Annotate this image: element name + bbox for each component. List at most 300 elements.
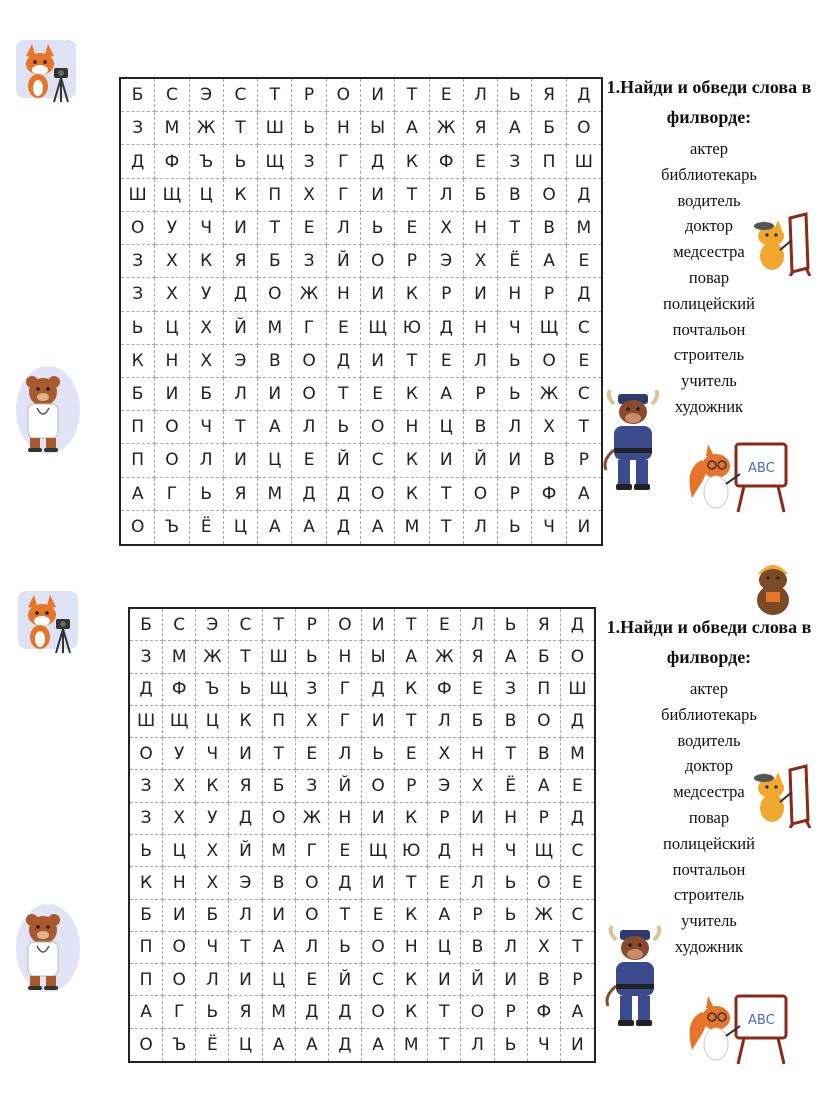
grid-cell[interactable]: П: [528, 674, 561, 706]
grid-cell[interactable]: У: [190, 278, 224, 311]
grid-cell[interactable]: З: [292, 245, 326, 278]
grid-cell[interactable]: Ь: [224, 145, 258, 178]
grid-cell[interactable]: О: [263, 803, 296, 835]
grid-cell[interactable]: И: [229, 738, 262, 770]
grid-cell[interactable]: Ц: [155, 312, 189, 345]
grid-cell[interactable]: Х: [532, 411, 566, 444]
grid-cell[interactable]: Ч: [196, 738, 229, 770]
grid-cell[interactable]: П: [121, 411, 155, 444]
grid-cell[interactable]: О: [327, 79, 361, 112]
grid-cell[interactable]: Ь: [292, 112, 326, 145]
grid-cell[interactable]: И: [224, 212, 258, 245]
grid-cell[interactable]: Й: [461, 964, 494, 996]
grid-cell[interactable]: Ь: [362, 738, 395, 770]
grid-cell[interactable]: Л: [498, 411, 532, 444]
grid-cell[interactable]: О: [130, 1029, 163, 1061]
grid-cell[interactable]: Г: [329, 706, 362, 738]
grid-cell[interactable]: Г: [292, 312, 326, 345]
grid-cell[interactable]: Ц: [224, 511, 258, 544]
grid-cell[interactable]: С: [224, 79, 258, 112]
grid-cell[interactable]: Г: [163, 996, 196, 1028]
grid-cell[interactable]: О: [532, 179, 566, 212]
grid-cell[interactable]: С: [567, 312, 601, 345]
grid-cell[interactable]: Е: [430, 345, 464, 378]
grid-cell[interactable]: Н: [327, 112, 361, 145]
grid-cell[interactable]: Р: [296, 609, 329, 641]
grid-cell[interactable]: Д: [130, 674, 163, 706]
grid-cell[interactable]: Н: [327, 278, 361, 311]
grid-cell[interactable]: А: [263, 1029, 296, 1061]
grid-cell[interactable]: Щ: [532, 312, 566, 345]
grid-cell[interactable]: Б: [461, 706, 494, 738]
grid-cell[interactable]: Д: [292, 478, 326, 511]
grid-cell[interactable]: О: [532, 345, 566, 378]
grid-cell[interactable]: А: [495, 641, 528, 673]
grid-cell[interactable]: Л: [327, 212, 361, 245]
grid-cell[interactable]: Р: [464, 378, 498, 411]
grid-cell[interactable]: П: [532, 145, 566, 178]
grid-cell[interactable]: Ш: [561, 674, 594, 706]
grid-cell[interactable]: Т: [498, 212, 532, 245]
grid-cell[interactable]: Н: [461, 835, 494, 867]
grid-cell[interactable]: Л: [464, 511, 498, 544]
grid-cell[interactable]: Л: [428, 706, 461, 738]
grid-cell[interactable]: О: [130, 738, 163, 770]
grid-cell[interactable]: О: [362, 770, 395, 802]
grid-cell[interactable]: Л: [464, 79, 498, 112]
grid-cell[interactable]: Д: [296, 996, 329, 1028]
grid-cell[interactable]: Ь: [498, 79, 532, 112]
grid-cell[interactable]: Л: [461, 609, 494, 641]
grid-cell[interactable]: И: [577, 517, 591, 538]
grid-cell[interactable]: М: [263, 835, 296, 867]
grid-cell[interactable]: Е: [292, 212, 326, 245]
grid-cell[interactable]: Д: [561, 803, 594, 835]
grid-cell[interactable]: Я: [528, 609, 561, 641]
grid-cell[interactable]: О: [361, 411, 395, 444]
grid-cell[interactable]: Ь: [495, 867, 528, 899]
grid-cell[interactable]: О: [155, 444, 189, 477]
grid-cell[interactable]: Х: [430, 212, 464, 245]
grid-cell[interactable]: Н: [395, 932, 428, 964]
grid-cell[interactable]: З: [121, 278, 155, 311]
grid-cell[interactable]: Ц: [258, 444, 292, 477]
grid-cell[interactable]: Х: [163, 770, 196, 802]
grid-cell[interactable]: О: [528, 867, 561, 899]
grid-cell[interactable]: Д: [229, 803, 262, 835]
grid-cell[interactable]: Д: [362, 674, 395, 706]
grid-cell[interactable]: Р: [395, 770, 428, 802]
grid-cell[interactable]: Ь: [130, 835, 163, 867]
grid-cell[interactable]: М: [561, 738, 594, 770]
grid-cell[interactable]: И: [430, 444, 464, 477]
grid-cell[interactable]: Ь: [190, 478, 224, 511]
grid-cell[interactable]: Б: [258, 245, 292, 278]
grid-cell[interactable]: Е: [567, 245, 601, 278]
grid-cell[interactable]: Щ: [163, 706, 196, 738]
grid-cell[interactable]: Х: [428, 738, 461, 770]
grid-cell[interactable]: Г: [329, 674, 362, 706]
grid-cell[interactable]: Б: [130, 900, 163, 932]
grid-cell[interactable]: С: [362, 964, 395, 996]
grid-cell[interactable]: И: [155, 378, 189, 411]
grid-cell[interactable]: Щ: [528, 835, 561, 867]
grid-cell[interactable]: Д: [329, 1029, 362, 1061]
grid-cell[interactable]: Э: [428, 770, 461, 802]
grid-cell[interactable]: К: [395, 145, 429, 178]
grid-cell[interactable]: Э: [229, 867, 262, 899]
grid-cell[interactable]: Ф: [428, 674, 461, 706]
grid-cell[interactable]: Е: [561, 770, 594, 802]
grid-cell[interactable]: Г: [155, 478, 189, 511]
grid-cell[interactable]: Ч: [196, 932, 229, 964]
grid-cell[interactable]: Б: [532, 112, 566, 145]
grid-cell[interactable]: С: [561, 900, 594, 932]
grid-cell[interactable]: Ь: [495, 900, 528, 932]
grid-cell[interactable]: Н: [155, 345, 189, 378]
grid-cell[interactable]: Р: [292, 79, 326, 112]
grid-cell[interactable]: Х: [292, 179, 326, 212]
grid-cell[interactable]: С: [229, 609, 262, 641]
grid-cell[interactable]: З: [121, 245, 155, 278]
grid-cell[interactable]: М: [258, 478, 292, 511]
grid-cell[interactable]: И: [163, 900, 196, 932]
grid-cell[interactable]: Т: [395, 706, 428, 738]
grid-cell[interactable]: Б: [130, 609, 163, 641]
grid-cell[interactable]: Р: [461, 900, 494, 932]
grid-cell[interactable]: Ц: [196, 706, 229, 738]
grid-cell[interactable]: Т: [430, 511, 464, 544]
grid-cell[interactable]: Х: [155, 278, 189, 311]
grid-cell[interactable]: Г: [327, 145, 361, 178]
grid-cell[interactable]: В: [258, 345, 292, 378]
grid-cell[interactable]: Т: [428, 1029, 461, 1061]
grid-cell[interactable]: Б: [190, 378, 224, 411]
grid-cell[interactable]: Щ: [263, 674, 296, 706]
grid-cell[interactable]: О: [464, 478, 498, 511]
grid-cell[interactable]: Ь: [329, 932, 362, 964]
grid-cell[interactable]: Б: [121, 378, 155, 411]
grid-cell[interactable]: Х: [190, 345, 224, 378]
grid-cell[interactable]: С: [567, 378, 601, 411]
grid-cell[interactable]: Я: [461, 641, 494, 673]
grid-cell[interactable]: Х: [163, 803, 196, 835]
grid-cell[interactable]: Д: [430, 312, 464, 345]
grid-cell[interactable]: И: [428, 964, 461, 996]
grid-cell[interactable]: К: [395, 900, 428, 932]
grid-cell[interactable]: Ь: [495, 609, 528, 641]
grid-cell[interactable]: К: [395, 478, 429, 511]
grid-cell[interactable]: Р: [428, 803, 461, 835]
grid-cell[interactable]: А: [498, 112, 532, 145]
grid-cell[interactable]: Ы: [361, 112, 395, 145]
grid-cell[interactable]: Ш: [121, 179, 155, 212]
grid-cell[interactable]: Я: [532, 79, 566, 112]
grid-cell[interactable]: Т: [327, 378, 361, 411]
grid-cell[interactable]: Ц: [428, 932, 461, 964]
grid-cell[interactable]: Д: [567, 278, 601, 311]
grid-cell[interactable]: Х: [464, 245, 498, 278]
grid-cell[interactable]: К: [395, 803, 428, 835]
grid-cell[interactable]: Ё: [190, 511, 224, 544]
grid-cell[interactable]: А: [395, 112, 429, 145]
grid-cell[interactable]: Е: [461, 674, 494, 706]
grid-cell[interactable]: Д: [561, 609, 594, 641]
grid-cell[interactable]: М: [163, 641, 196, 673]
grid-cell[interactable]: Н: [464, 312, 498, 345]
grid-cell[interactable]: А: [263, 932, 296, 964]
grid-cell[interactable]: Э: [190, 79, 224, 112]
grid-cell[interactable]: Ч: [190, 411, 224, 444]
grid-cell[interactable]: Д: [561, 706, 594, 738]
grid-cell[interactable]: З: [495, 674, 528, 706]
grid-cell[interactable]: Т: [428, 996, 461, 1028]
grid-cell[interactable]: И: [362, 706, 395, 738]
grid-cell[interactable]: Ш: [263, 641, 296, 673]
grid-cell[interactable]: Ч: [528, 1029, 561, 1061]
grid-cell[interactable]: Щ: [155, 179, 189, 212]
grid-cell[interactable]: И: [361, 179, 395, 212]
grid-cell[interactable]: О: [163, 932, 196, 964]
grid-cell[interactable]: Э: [196, 609, 229, 641]
grid-cell[interactable]: Н: [461, 738, 494, 770]
grid-cell[interactable]: Щ: [362, 835, 395, 867]
grid-cell[interactable]: С: [561, 835, 594, 867]
grid-cell[interactable]: Ь: [498, 511, 532, 544]
grid-cell[interactable]: Ь: [498, 378, 532, 411]
grid-cell[interactable]: О: [296, 867, 329, 899]
grid-cell[interactable]: С: [361, 444, 395, 477]
grid-cell[interactable]: Ж: [296, 803, 329, 835]
grid-cell[interactable]: Т: [395, 179, 429, 212]
grid-cell[interactable]: К: [395, 674, 428, 706]
grid-cell[interactable]: Б: [196, 900, 229, 932]
grid-cell[interactable]: Ч: [532, 511, 566, 544]
grid-cell[interactable]: Н: [163, 867, 196, 899]
grid-cell[interactable]: Б: [121, 79, 155, 112]
grid-cell[interactable]: Л: [461, 867, 494, 899]
grid-cell[interactable]: Ш: [567, 145, 601, 178]
grid-cell[interactable]: Т: [229, 932, 262, 964]
grid-cell[interactable]: С: [155, 79, 189, 112]
grid-cell[interactable]: Щ: [361, 312, 395, 345]
grid-cell[interactable]: Т: [229, 641, 262, 673]
grid-cell[interactable]: З: [292, 145, 326, 178]
grid-cell[interactable]: У: [155, 212, 189, 245]
grid-cell[interactable]: Ж: [528, 900, 561, 932]
grid-cell[interactable]: П: [263, 706, 296, 738]
grid-cell[interactable]: Е: [361, 378, 395, 411]
grid-cell[interactable]: Т: [224, 112, 258, 145]
grid-cell[interactable]: В: [532, 212, 566, 245]
grid-cell[interactable]: Д: [428, 835, 461, 867]
grid-cell[interactable]: З: [130, 803, 163, 835]
grid-cell[interactable]: Т: [561, 932, 594, 964]
grid-cell[interactable]: З: [121, 112, 155, 145]
grid-cell[interactable]: Я: [464, 112, 498, 145]
grid-cell[interactable]: Т: [263, 738, 296, 770]
grid-cell[interactable]: М: [567, 212, 601, 245]
grid-cell[interactable]: А: [258, 511, 292, 544]
grid-cell[interactable]: Ч: [495, 835, 528, 867]
grid-cell[interactable]: Е: [395, 738, 428, 770]
grid-cell[interactable]: О: [461, 996, 494, 1028]
grid-cell[interactable]: К: [395, 996, 428, 1028]
grid-cell[interactable]: Л: [229, 900, 262, 932]
grid-cell[interactable]: М: [395, 511, 429, 544]
grid-cell[interactable]: К: [190, 245, 224, 278]
grid-cell[interactable]: Д: [327, 511, 361, 544]
grid-cell[interactable]: Т: [567, 411, 601, 444]
grid-cell[interactable]: И: [362, 803, 395, 835]
grid-cell[interactable]: З: [498, 145, 532, 178]
grid-cell[interactable]: С: [163, 609, 196, 641]
grid-cell[interactable]: О: [155, 411, 189, 444]
grid-cell[interactable]: А: [292, 511, 326, 544]
grid-cell[interactable]: Е: [561, 867, 594, 899]
grid-cell[interactable]: Ю: [395, 312, 429, 345]
grid-cell[interactable]: И: [263, 900, 296, 932]
grid-cell[interactable]: А: [130, 996, 163, 1028]
grid-cell[interactable]: И: [224, 444, 258, 477]
grid-cell[interactable]: Д: [327, 345, 361, 378]
grid-cell[interactable]: Х: [296, 706, 329, 738]
grid-cell[interactable]: Д: [329, 867, 362, 899]
grid-cell[interactable]: Ж: [190, 112, 224, 145]
grid-cell[interactable]: О: [361, 245, 395, 278]
grid-cell[interactable]: Р: [430, 278, 464, 311]
grid-cell[interactable]: Д: [327, 478, 361, 511]
grid-cell[interactable]: Й: [327, 444, 361, 477]
grid-cell[interactable]: Р: [495, 996, 528, 1028]
grid-cell[interactable]: А: [430, 378, 464, 411]
grid-cell[interactable]: Я: [224, 478, 258, 511]
grid-cell[interactable]: И: [461, 803, 494, 835]
grid-cell[interactable]: А: [361, 511, 395, 544]
grid-cell[interactable]: Х: [155, 245, 189, 278]
grid-cell[interactable]: О: [361, 478, 395, 511]
grid-cell[interactable]: И: [361, 79, 395, 112]
grid-cell[interactable]: О: [292, 378, 326, 411]
grid-cell[interactable]: З: [296, 674, 329, 706]
grid-cell[interactable]: Х: [528, 932, 561, 964]
grid-cell[interactable]: Л: [464, 345, 498, 378]
grid-cell[interactable]: О: [528, 706, 561, 738]
grid-cell[interactable]: И: [362, 609, 395, 641]
grid-cell[interactable]: Т: [258, 212, 292, 245]
grid-cell[interactable]: Т: [263, 609, 296, 641]
grid-cell[interactable]: О: [296, 900, 329, 932]
grid-cell[interactable]: К: [395, 964, 428, 996]
grid-cell[interactable]: Ц: [430, 411, 464, 444]
grid-cell[interactable]: Е: [292, 444, 326, 477]
grid-cell[interactable]: Й: [464, 444, 498, 477]
grid-cell[interactable]: Д: [329, 996, 362, 1028]
grid-cell[interactable]: А: [121, 478, 155, 511]
grid-cell[interactable]: Н: [329, 803, 362, 835]
grid-cell[interactable]: Т: [329, 900, 362, 932]
grid-cell[interactable]: Й: [224, 312, 258, 345]
grid-cell[interactable]: Ц: [229, 1029, 262, 1061]
grid-cell[interactable]: Д: [361, 145, 395, 178]
grid-cell[interactable]: В: [263, 867, 296, 899]
grid-cell[interactable]: Э: [224, 345, 258, 378]
grid-cell[interactable]: Н: [495, 803, 528, 835]
grid-cell[interactable]: Т: [395, 345, 429, 378]
grid-cell[interactable]: З: [130, 641, 163, 673]
grid-cell[interactable]: В: [498, 179, 532, 212]
grid-cell[interactable]: О: [561, 641, 594, 673]
grid-cell[interactable]: Е: [362, 900, 395, 932]
grid-cell[interactable]: Й: [329, 964, 362, 996]
grid-cell[interactable]: К: [395, 278, 429, 311]
grid-cell[interactable]: Ъ: [163, 1029, 196, 1061]
grid-cell[interactable]: Л: [196, 964, 229, 996]
grid-cell[interactable]: А: [362, 1029, 395, 1061]
grid-cell[interactable]: В: [532, 444, 566, 477]
grid-cell[interactable]: Р: [395, 245, 429, 278]
grid-cell[interactable]: Р: [498, 478, 532, 511]
grid-cell[interactable]: А: [395, 641, 428, 673]
grid-cell[interactable]: Г: [327, 179, 361, 212]
grid-cell[interactable]: Р: [561, 964, 594, 996]
grid-cell[interactable]: В: [528, 964, 561, 996]
grid-cell[interactable]: Н: [464, 212, 498, 245]
grid-cell[interactable]: А: [258, 411, 292, 444]
grid-cell[interactable]: Ч: [498, 312, 532, 345]
grid-cell[interactable]: Ф: [430, 145, 464, 178]
grid-cell[interactable]: Л: [329, 738, 362, 770]
grid-cell[interactable]: Р: [528, 803, 561, 835]
grid-cell[interactable]: Ц: [190, 179, 224, 212]
grid-cell[interactable]: Я: [229, 996, 262, 1028]
grid-cell[interactable]: И: [362, 867, 395, 899]
grid-cell[interactable]: О: [329, 609, 362, 641]
grid-cell[interactable]: Л: [296, 932, 329, 964]
grid-cell[interactable]: И: [229, 964, 262, 996]
grid-cell[interactable]: К: [224, 179, 258, 212]
grid-cell[interactable]: Ь: [229, 674, 262, 706]
grid-cell[interactable]: Ж: [532, 378, 566, 411]
grid-cell[interactable]: Е: [428, 609, 461, 641]
grid-cell[interactable]: Е: [296, 964, 329, 996]
grid-cell[interactable]: К: [395, 444, 429, 477]
grid-cell[interactable]: Щ: [258, 145, 292, 178]
grid-cell[interactable]: Х: [196, 867, 229, 899]
grid-cell[interactable]: Б: [528, 641, 561, 673]
grid-cell[interactable]: Б: [464, 179, 498, 212]
grid-cell[interactable]: Й: [329, 770, 362, 802]
grid-cell[interactable]: Х: [190, 312, 224, 345]
grid-cell[interactable]: Л: [224, 378, 258, 411]
grid-cell[interactable]: Х: [461, 770, 494, 802]
grid-cell[interactable]: Б: [263, 770, 296, 802]
grid-cell[interactable]: Х: [196, 835, 229, 867]
grid-cell[interactable]: Ь: [296, 641, 329, 673]
grid-cell[interactable]: Ы: [362, 641, 395, 673]
grid-cell[interactable]: Е: [329, 835, 362, 867]
grid-cell[interactable]: Й: [327, 245, 361, 278]
grid-cell[interactable]: Ь: [121, 312, 155, 345]
grid-cell[interactable]: И: [464, 278, 498, 311]
grid-cell[interactable]: Ш: [258, 112, 292, 145]
grid-cell[interactable]: Д: [567, 79, 601, 112]
grid-cell[interactable]: О: [121, 511, 155, 544]
grid-cell[interactable]: М: [258, 312, 292, 345]
grid-cell[interactable]: Ж: [430, 112, 464, 145]
grid-cell[interactable]: О: [121, 212, 155, 245]
grid-cell[interactable]: Е: [430, 79, 464, 112]
